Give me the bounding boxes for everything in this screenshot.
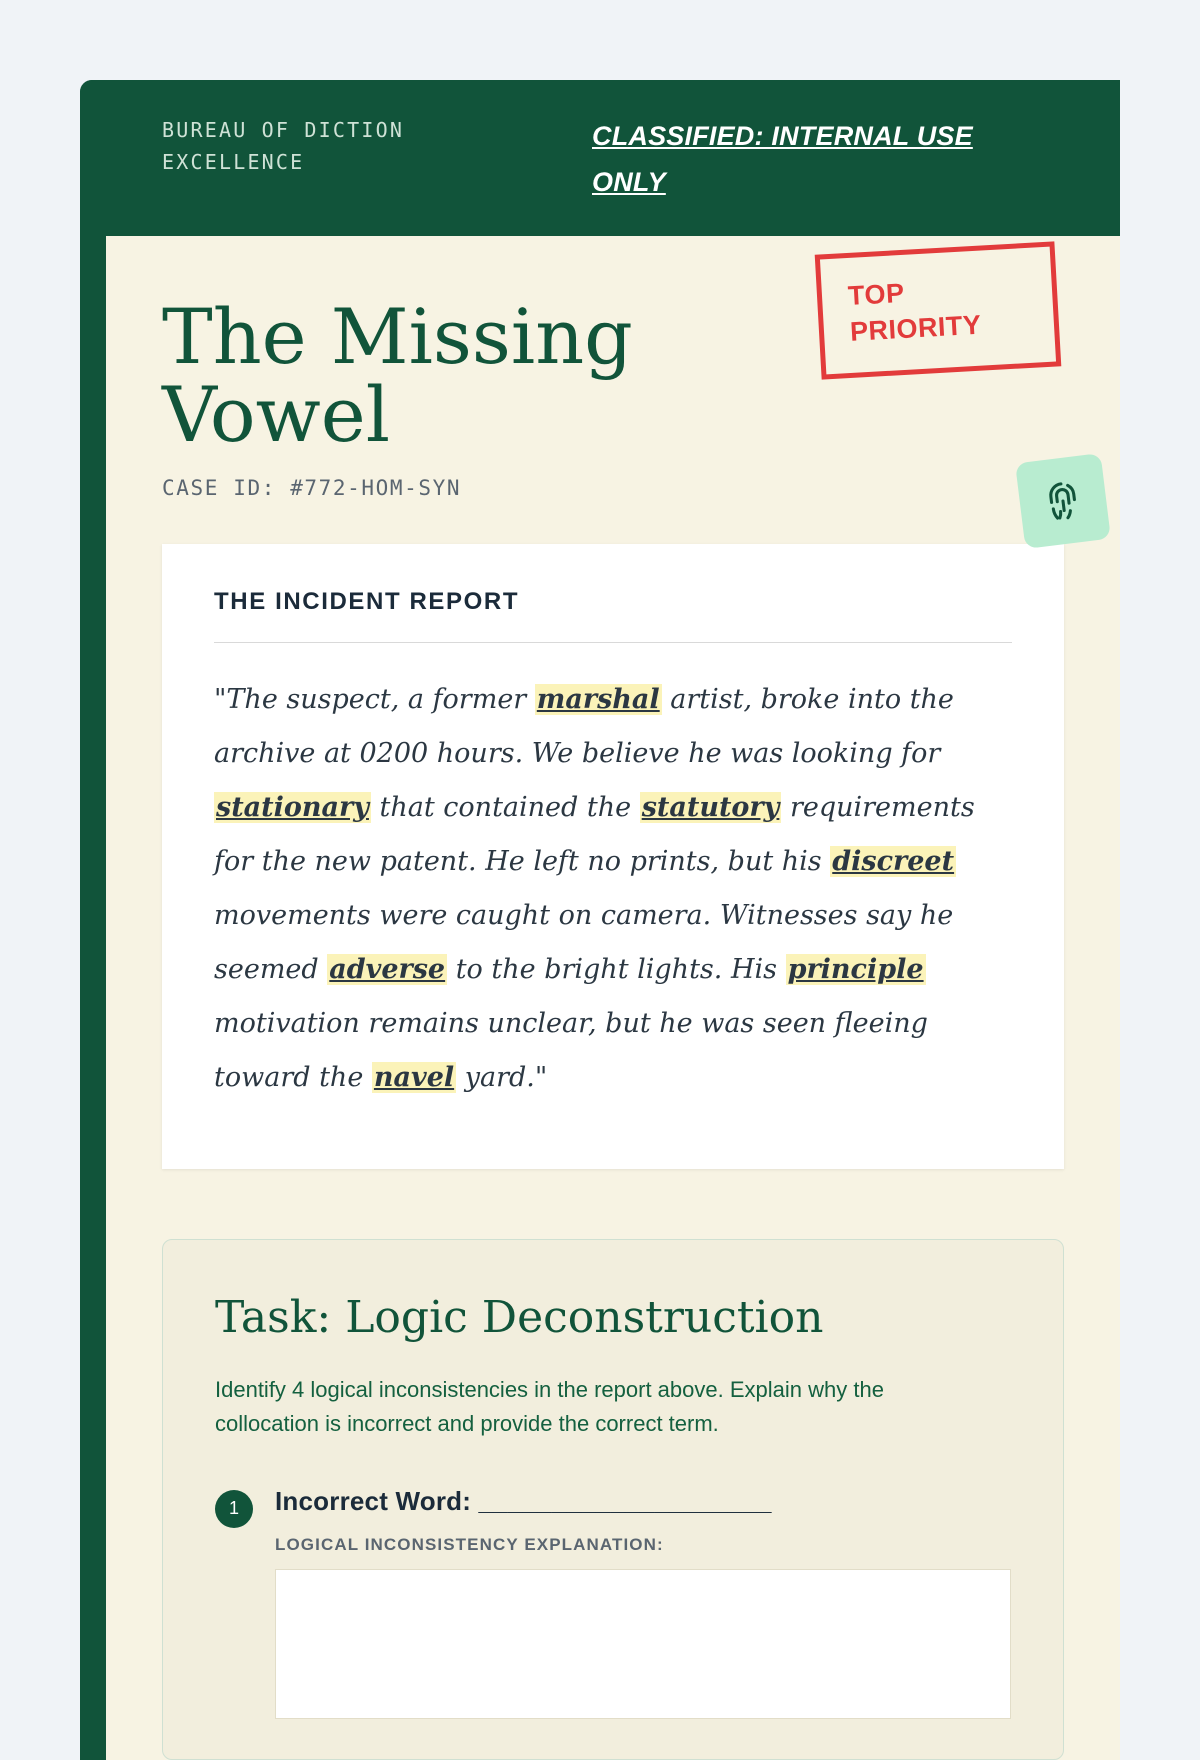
page-title: The Missing Vowel (162, 291, 633, 460)
report-heading: THE INCIDENT REPORT (214, 588, 520, 616)
highlighted-word: principle (787, 954, 924, 986)
task-panel (162, 1239, 1064, 1759)
fingerprint-icon (1015, 453, 1111, 549)
explanation-input[interactable] (275, 1569, 1011, 1719)
task-description: Identify 4 logical inconsistencies in the report above. Explain why the collocation is incorrect and provide the correct term. (215, 1377, 884, 1437)
top-priority-stamp: TOP PRIORITY (815, 241, 1062, 379)
highlighted-word: statutory (641, 792, 780, 824)
incorrect-word-label[interactable]: Incorrect Word: ____________________ (275, 1485, 772, 1516)
highlighted-word: discreet (832, 846, 955, 878)
highlighted-word: navel (373, 1062, 455, 1094)
case-document (80, 80, 1120, 1760)
incident-report-card (162, 544, 1064, 1169)
task-item (215, 1486, 1011, 1719)
divider (214, 642, 1012, 643)
bureau-name: BUREAU OF DICTION EXCELLENCE (162, 118, 405, 174)
task-item-number: 1 (215, 1490, 253, 1528)
explanation-label: LOGICAL INCONSISTENCY EXPLANATION: (275, 1534, 664, 1554)
classified-banner: CLASSIFIED: INTERNAL USE ONLY (592, 121, 973, 197)
highlighted-word: stationary (216, 792, 369, 824)
highlighted-word: marshal (536, 684, 660, 716)
title-block (106, 236, 1120, 501)
highlighted-word: adverse (329, 954, 446, 986)
case-id: CASE ID: #772-HOM-SYN (162, 476, 462, 501)
report-text: "The suspect, a former marshal artist, broke into the archive at 0200 hours. We believe he was looking for stationary that contained the statutory requirements for the new patent. He left no prints, but his discreet movements were caught on camera. Witnesses say he seemed adverse to the bright lights. His principle motivation remains unclear, but he was seen fleeing toward the navel yard." (214, 684, 975, 1094)
task-title: Task: Logic Deconstruction (215, 1292, 824, 1344)
document-header (80, 80, 1120, 236)
